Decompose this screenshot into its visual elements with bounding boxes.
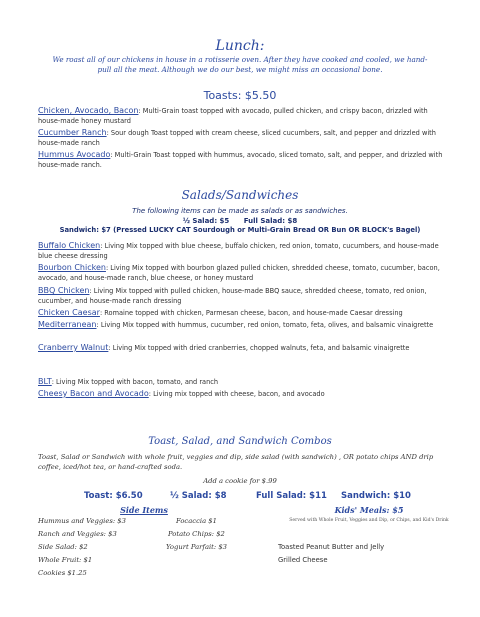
salad-item-blt <box>38 377 450 387</box>
item-desc: : Multi-Grain Toast topped with hummus, avocado, sliced tomato, salt, and pepper, and drizzled with house-made ranch. <box>38 151 443 169</box>
kids-item: Grilled Cheese <box>278 556 328 564</box>
item-desc: : Romaine topped with chicken, Parmesan cheese, bacon, and house-made Caesar dressing <box>99 309 403 317</box>
toast-item-hummus-avocado <box>38 150 450 170</box>
item-desc: : Living Mix topped with bacon, tomato, and ranch <box>51 378 219 386</box>
combos-description: Toast, Salad or Sandwich with whole fruit, veggies and dip, side salad (with sandwich) , OR potato chips AND drip coffee, iced/hot tea, or hand-crafted soda. <box>38 453 434 471</box>
salad-item-bourbon-chicken <box>38 263 450 283</box>
item-desc: : Living Mix topped with dried cranberries, chopped walnuts, feta, and balsamic vinaigrette <box>108 344 410 352</box>
salads-note: The following items can be made as salads or as sandwiches. <box>132 207 348 215</box>
kids-meals-heading: Kids' Meals: $5 <box>334 505 404 515</box>
combo-sandwich-price: Sandwich: $10 <box>341 491 411 501</box>
item-desc: : Living Mix topped with blue cheese, buffalo chicken, red onion, tomato, cucumbers, and house-made blue cheese dressing <box>38 242 439 260</box>
kids-meals-note: Served with Whole Fruit, Veggies and Dip, or Chips, and Kid's Drink <box>289 518 449 523</box>
item-name: Chicken Caesar <box>38 308 100 317</box>
item-name: Chicken, Avocado, Bacon <box>38 106 139 115</box>
combos-heading: Toast, Salad, and Sandwich Combos <box>148 436 332 447</box>
item-name: Cranberry Walnut <box>38 343 109 352</box>
salad-item-cranberry-walnut <box>38 343 450 353</box>
sandwich-price: Sandwich: $7 (Pressed LUCKY CAT Sourdough or Multi-Grain Bread OR Bun OR BLOCK's Bagel) <box>59 226 421 234</box>
side-item: Side Salad: $2 <box>38 543 88 551</box>
item-name: Mediterranean <box>38 320 97 329</box>
side-item: Yogurt Parfait: $3 <box>166 543 227 551</box>
salads-heading: Salads/Sandwiches <box>181 188 299 202</box>
item-desc: : Living Mix topped with bourbon glazed pulled chicken, shredded cheese, tomato, cucumber, bacon, avocado, and house-made ranch, blue cheese, or honey mustard <box>38 264 440 282</box>
kids-item: Toasted Peanut Butter and Jelly <box>278 543 385 551</box>
salad-item-mediterranean <box>38 320 450 330</box>
item-desc: : Living Mix topped with pulled chicken, house-made BBQ sauce, shredded cheese, tomato, red onion, cucumber, and house-made ranch dressing <box>38 287 427 305</box>
item-name: Cheesy Bacon and Avocado <box>38 389 149 398</box>
side-item: Ranch and Veggies: $3 <box>38 530 117 538</box>
side-item: Cookies $1.25 <box>38 569 87 577</box>
item-name: Bourbon Chicken <box>38 263 106 272</box>
combo-half-salad-price: ½ Salad: $8 <box>170 491 227 501</box>
side-item: Focaccia $1 <box>176 517 217 525</box>
item-desc: : Living Mix topped with hummus, cucumber, red onion, tomato, feta, olives, and balsamic vinaigrette <box>96 321 434 329</box>
salad-item-cheesy-bacon-avocado <box>38 389 450 399</box>
combo-full-salad-price: Full Salad: $11 <box>256 491 327 501</box>
salad-item-buffalo-chicken <box>38 241 450 261</box>
half-salad-price: ½ Salad: $5 <box>182 217 230 225</box>
side-items-heading: Side Items <box>120 505 168 515</box>
side-item: Hummus and Veggies: $3 <box>38 517 126 525</box>
item-desc: : Living mix topped with cheese, bacon, and avocado <box>148 390 325 398</box>
salads-prices <box>0 217 480 225</box>
item-desc: : Sour dough Toast topped with cream cheese, sliced cucumbers, salt, and pepper and drizzled with house-made ranch <box>38 129 436 147</box>
item-name: Hummus Avocado <box>38 150 111 159</box>
full-salad-price: Full Salad: $8 <box>243 217 298 225</box>
combo-toast-price: Toast: $6.50 <box>84 491 143 501</box>
side-item: Potato Chips: $2 <box>168 530 225 538</box>
toast-item-chicken-avocado-bacon <box>38 106 450 126</box>
item-name: Buffalo Chicken <box>38 241 101 250</box>
item-name: Cucumber Ranch <box>38 128 107 137</box>
item-name: BBQ Chicken <box>38 286 90 295</box>
side-item: Whole Fruit: $1 <box>38 556 93 564</box>
toasts-heading: Toasts: $5.50 <box>203 89 277 102</box>
lunch-heading: Lunch: <box>215 38 265 54</box>
salad-item-chicken-caesar <box>38 308 450 318</box>
lunch-intro: We roast all of our chickens in house in a rotisserie oven. After they have cooked and cooled, we hand- pull all the meat. Although we do our best, we might miss an occasional bone. <box>52 55 428 74</box>
toast-item-cucumber-ranch <box>38 128 450 148</box>
salad-item-bbq-chicken <box>38 286 450 306</box>
item-name: BLT <box>38 377 52 386</box>
cookie-addon: Add a cookie for $.99 <box>203 477 277 485</box>
item-desc: : Multi-Grain toast topped with avocado, pulled chicken, and crispy bacon, drizzled with house-made honey mustard <box>38 107 428 125</box>
